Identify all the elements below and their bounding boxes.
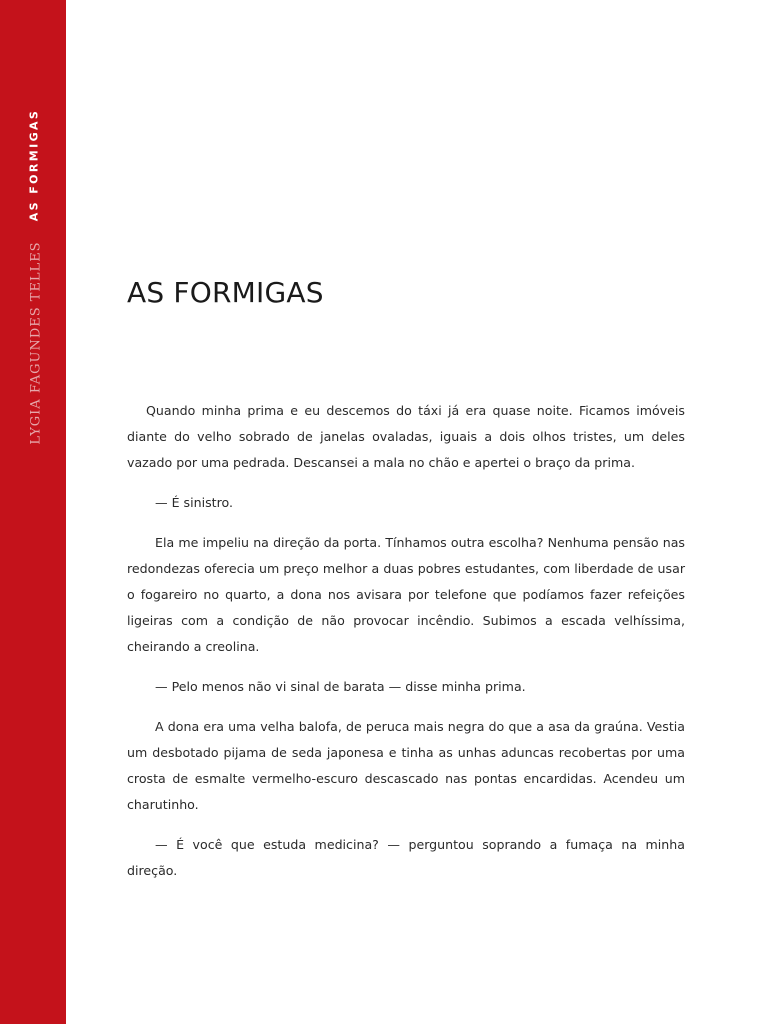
paragraph-3: Ela me impeliu na direção da porta. Tínhamos outra escolha? Nenhuma pensão nas redondezas oferecia um preço melhor a duas pobres estudantes, com liberdade de usar o fogareiro no quarto, a dona nos avisara por telefone que podíamos fazer refeições ligeiras com a condição de não provocar incêndio. Subimos a escada velhíssima, cheirando a creolina. <box>127 535 685 654</box>
paragraph-1: Quando minha prima e eu descemos do táxi já era quase noite. Ficamos imóveis diante do velho sobrado de janelas ovaladas, iguais a dois olhos tristes, um deles vazado por uma pedrada. Descansei a mala no chão e apertei o braço da prima. <box>127 403 685 470</box>
paragraph-4: — Pelo menos não vi sinal de barata — disse minha prima. <box>155 679 526 694</box>
side-band <box>0 0 66 1024</box>
side-author-name: LYGIA FAGUNDES TELLES <box>28 241 44 445</box>
paragraph-2: — É sinistro. <box>155 495 233 510</box>
paragraph-5: A dona era uma velha balofa, de peruca mais negra do que a asa da graúna. Vestia um desbotado pijama de seda japonesa e tinha as unhas aduncas recobertas por uma crosta de esmalte vermelho-escuro descascado nas pontas encardidas. Acendeu um charutinho. <box>127 719 685 812</box>
paragraph-6: — É você que estuda medicina? — perguntou soprando a fumaça na minha direção. <box>127 837 685 878</box>
chapter-title: AS FORMIGAS <box>127 276 324 309</box>
side-book-title: AS FORMIGAS <box>27 108 41 222</box>
text-body <box>127 398 685 898</box>
